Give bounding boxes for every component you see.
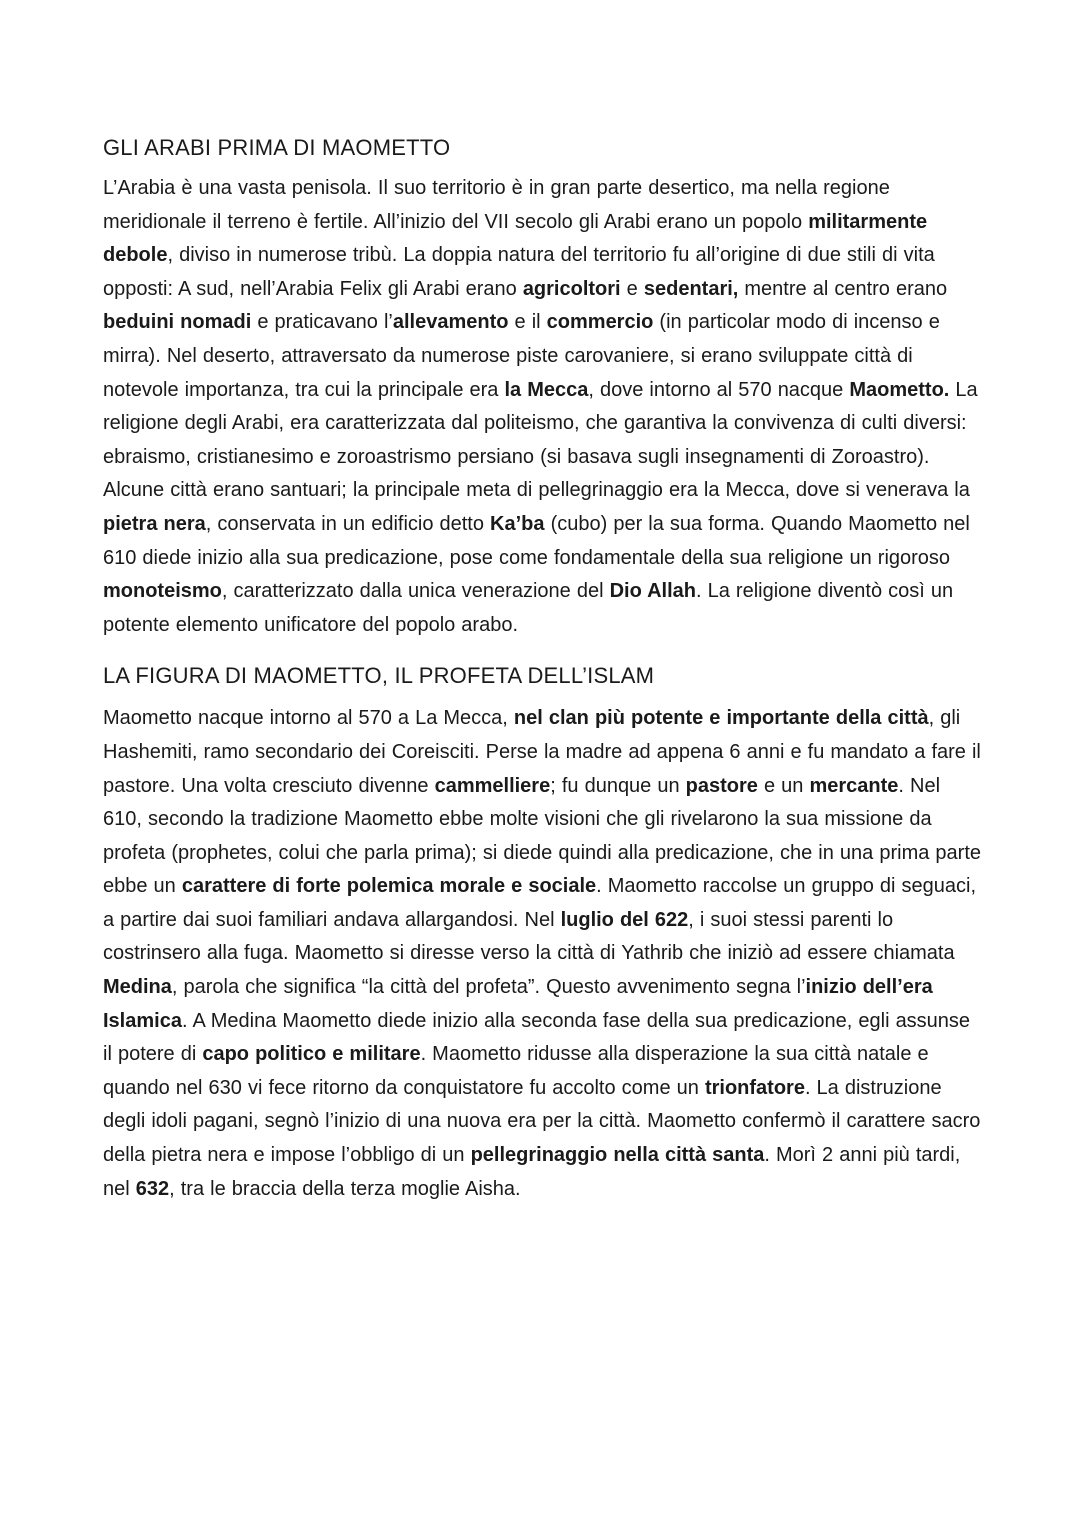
bold-text-run: cammelliere	[434, 774, 551, 797]
bold-text-run: pellegrinaggio nella città santa	[470, 1144, 765, 1167]
bold-text-run: trionfatore	[704, 1076, 805, 1099]
text-run: . La distruzione degli idoli pagani, segnò l’inizio di una nuova era per la città. Maometto confermò il carattere sacro della pietra nera e impose l’obbligo di un	[103, 1076, 981, 1167]
text-run: , caratterizzato dalla unica venerazione del	[221, 580, 610, 603]
bold-text-run: inizio dell’era Islamica	[103, 976, 933, 1032]
text-run: , gli Hashemiti, ramo secondario dei Coreisciti. Perse la madre ad appena 6 anni e fu mandato a fare il pastore. Una volta cresciuto divenne	[103, 707, 981, 797]
bold-text-run: pietra nera	[103, 512, 206, 535]
bold-text-run: beduini nomadi	[103, 311, 252, 334]
text-run: . Maometto ridusse alla disperazione la sua città natale e quando nel 630 vi fece ritorno da conquistatore fu accolto come un	[103, 1043, 929, 1099]
document-page	[103, 128, 983, 1206]
bold-text-run: luglio del 622	[560, 908, 689, 931]
bold-text-run: 632	[135, 1177, 170, 1200]
bold-text-run: militarmente debole	[103, 210, 928, 267]
text-run: (cubo) per la sua forma. Quando Maometto nel 610 diede inizio alla sua predicazione, pose come fondamentale della sua religione un rigoroso	[103, 512, 970, 569]
bold-text-run: Dio Allah	[609, 580, 697, 603]
text-run: , i suoi stessi parenti lo costrinsero alla fuga. Maometto si diresse verso la città di Yathrib che iniziò ad essere chiamata	[103, 908, 955, 965]
text-run: , tra le braccia della terza moglie Aisha.	[169, 1177, 521, 1200]
bold-text-run: Ka’ba	[490, 512, 545, 535]
section-2-paragraph	[103, 702, 983, 1206]
text-run: . Maometto raccolse un gruppo di seguaci, a partire dai suoi familiari andava allargandosi. Nel	[103, 875, 977, 931]
text-run: La religione degli Arabi, era caratterizzata dal politeismo, che garantiva la convivenza di culti diversi: ebraismo, cristianesimo e zoroastrismo persiano (si basava sugli insegnamenti di Zoroastro). Alcune città erano santuari; la principale meta di pellegrinaggio era la Mecca, dove si venerava la	[103, 378, 978, 502]
bold-text-run: capo politico e militare	[202, 1043, 421, 1066]
text-run: , dove intorno al 570 nacque	[588, 378, 850, 401]
text-run: e	[620, 277, 644, 300]
bold-text-run: Maometto.	[849, 378, 950, 401]
bold-text-run: Medina	[103, 976, 172, 999]
text-run: , parola che significa “la città del profeta”. Questo avvenimento segna l’	[171, 976, 806, 999]
bold-text-run: commercio	[546, 311, 654, 334]
bold-text-run: mercante	[809, 774, 899, 797]
bold-text-run: nel clan più potente e importante della città	[513, 707, 929, 730]
text-run: . Nel 610, secondo la tradizione Maometto ebbe molte visioni che gli rivelarono la sua missione da profeta (prophetes, colui che parla prima); si diede quindi alla predicazione, che in una prima parte ebbe un	[103, 774, 981, 898]
text-run: Maometto nacque intorno al 570 a La Mecca,	[103, 707, 514, 730]
text-run: (in particolar modo di incenso e mirra). Nel deserto, attraversato da numerose piste carovaniere, si erano sviluppate città di notevole importanza, tra cui la principale era	[103, 311, 940, 401]
bold-text-run: monoteismo	[103, 580, 222, 603]
bold-text-run: la Mecca	[504, 378, 589, 401]
bold-text-run: pastore	[685, 774, 758, 797]
text-run: mentre al centro erano	[738, 277, 948, 300]
section-1-heading: GLI ARABI PRIMA DI MAOMETTO	[103, 135, 451, 160]
text-run: e un	[757, 774, 810, 797]
text-run: , conservata in un edificio detto	[205, 512, 491, 535]
text-run: , diviso in numerose tribù. La doppia natura del territorio fu all’origine di due stili di vita opposti: A sud, nell’Arabia Felix gli Arabi erano	[103, 244, 935, 300]
bold-text-run: carattere di forte polemica morale e sociale	[181, 875, 597, 898]
text-run: e praticavano l’	[251, 311, 393, 334]
section-1-paragraph	[103, 172, 983, 642]
text-run: ; fu dunque un	[550, 774, 686, 797]
text-run: . La religione diventò così un potente elemento unificatore del popolo arabo.	[103, 580, 954, 636]
bold-text-run: allevamento	[392, 311, 509, 334]
bold-text-run: sedentari,	[643, 277, 739, 300]
text-run: . A Medina Maometto diede inizio alla seconda fase della sua predicazione, egli assunse il potere di	[103, 1009, 971, 1066]
text-run: . Morì 2 anni più tardi, nel	[103, 1144, 961, 1200]
text-run: L’Arabia è una vasta penisola. Il suo territorio è in gran parte desertico, ma nella regione meridionale il terreno è fertile. All’inizio del VII secolo gli Arabi erano un popolo	[103, 177, 890, 233]
bold-text-run: agricoltori	[522, 277, 621, 300]
text-run: e il	[508, 311, 547, 334]
section-2-heading: LA FIGURA DI MAOMETTO, IL PROFETA DELL’ISLAM	[103, 663, 655, 689]
